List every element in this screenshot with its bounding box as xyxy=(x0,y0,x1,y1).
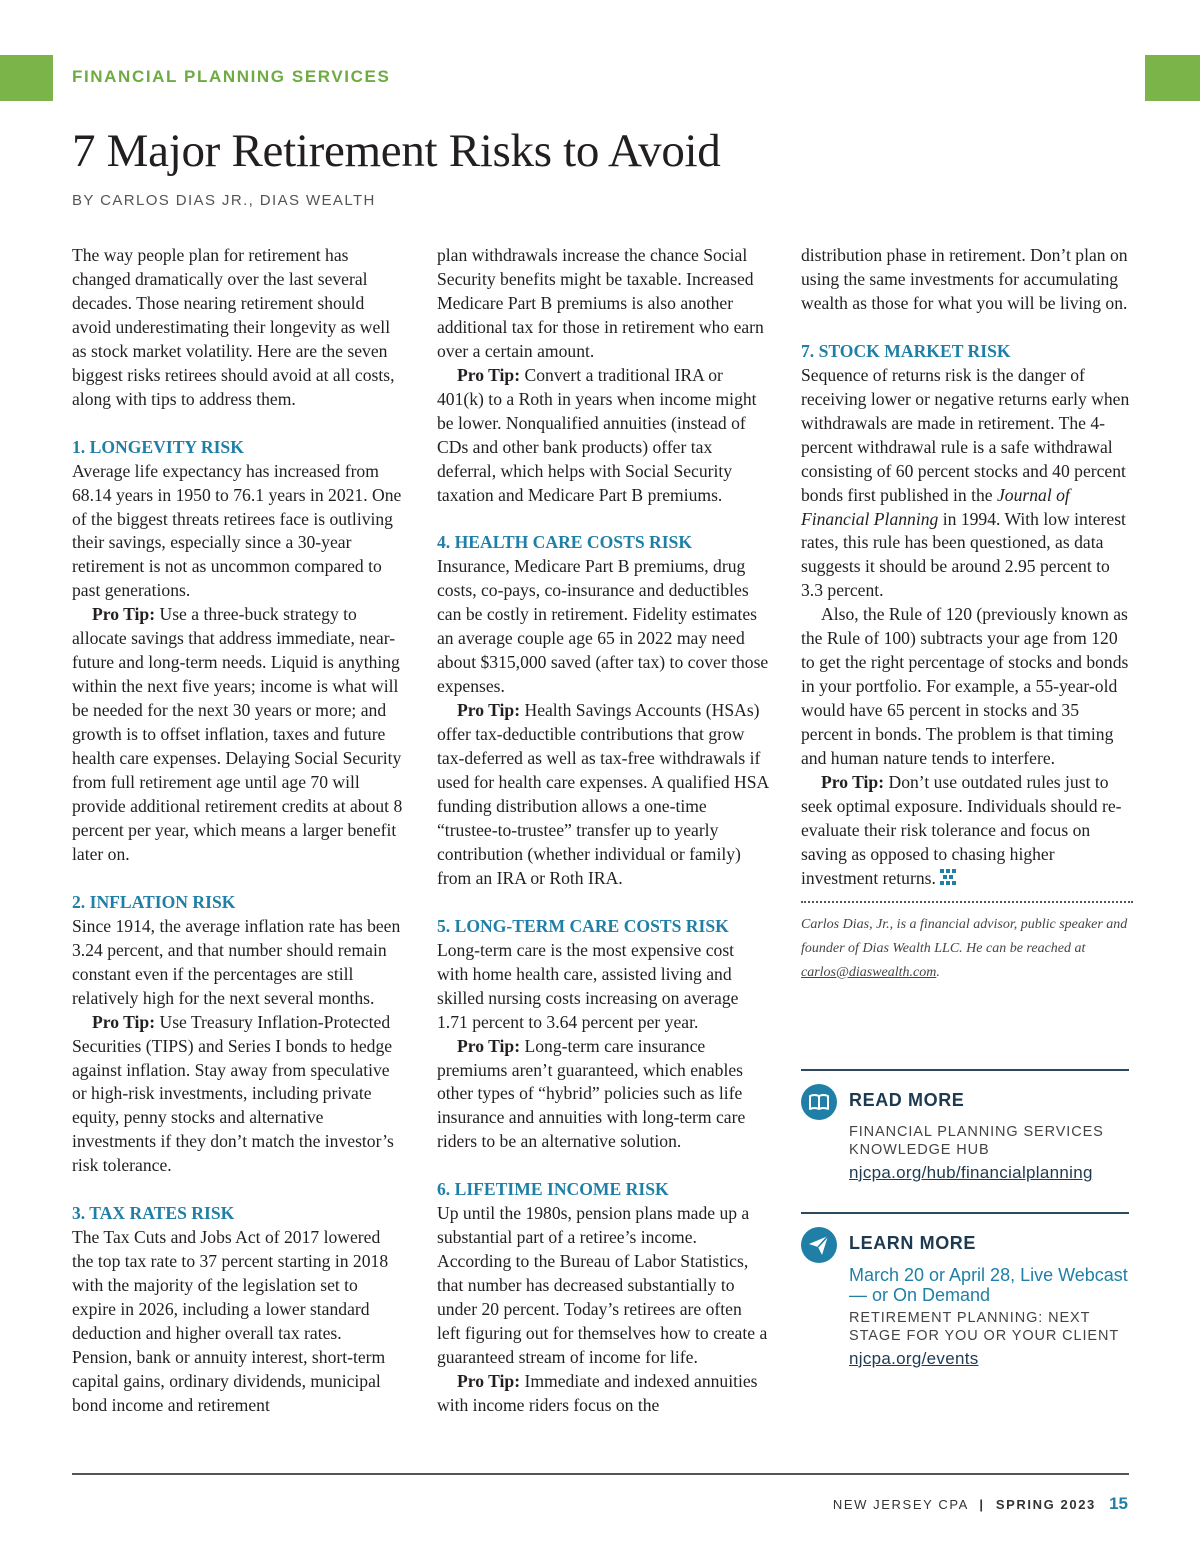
right-green-tab xyxy=(1145,55,1200,101)
heading-lifetime-income-risk: 6. LIFETIME INCOME RISK xyxy=(437,1179,669,1200)
publication-name: NEW JERSEY CPA xyxy=(832,1497,969,1512)
footer-rule xyxy=(72,1473,1129,1475)
learn-more-heading: LEARN MORE xyxy=(849,1233,976,1253)
inflation-tip-text: Use Treasury Inflation-Protected Securities (TIPS) and Series I bonds to hedge against inflation. Stay away from speculative or high-risk investments, including private equity, penny stocks and alternative investments if they don’t match the investor’s risk tolerance. xyxy=(72,1011,394,1176)
longevity-pro-tip xyxy=(72,603,404,866)
pro-tip-label: Pro Tip: xyxy=(457,700,521,721)
tax-pro-tip xyxy=(437,364,769,508)
stock-pro-tip xyxy=(801,771,1133,891)
column-2 xyxy=(437,244,769,1418)
tax-tip-text: Convert a traditional IRA or 401(k) to a Roth in years when income might be lower. Nonqualified annuities (instead of CDs and other bank products) offer tax deferral, which helps with Social Security taxation and Medicare Part B premiums. xyxy=(437,364,757,505)
column-1 xyxy=(72,244,404,1418)
income-tip-text: Immediate and indexed annuities with income riders focus on the xyxy=(437,1370,758,1415)
heading-long-term-care-costs-risk: 5. LONG-TERM CARE COSTS RISK xyxy=(437,915,729,936)
book-icon xyxy=(801,1084,837,1120)
pro-tip-label: Pro Tip: xyxy=(457,364,521,385)
journal-title: Journal of Financial Planning xyxy=(801,484,1070,529)
stock-body-b: in 1994. With low interest rates, this rule has been questioned, as data suggests it should be around 2.95 percent to 3.3 percent. xyxy=(801,508,1126,601)
article-title: 7 Major Retirement Risks to Avoid xyxy=(72,125,721,177)
paper-plane-icon xyxy=(801,1227,837,1263)
page-footer xyxy=(833,1494,1128,1514)
author-email-link[interactable]: carlos@diaswealth.com xyxy=(801,964,937,980)
section-kicker: FINANCIAL PLANNING SERVICES xyxy=(72,67,391,86)
dotted-divider xyxy=(801,901,1133,903)
byline: BY CARLOS DIAS JR., DIAS WEALTH xyxy=(72,192,376,209)
bio-text: Carlos Dias, Jr., is a financial advisor, public speaker and founder of Dias Wealth LLC. He can be reached at xyxy=(801,916,1128,956)
learn-more-subtitle: RETIREMENT PLANNING: NEXT STAGE FOR YOU OR YOUR CLIENT xyxy=(849,1310,1120,1344)
income-body: Up until the 1980s, pension plans made up a substantial part of a retiree’s income. According to the Bureau of Labor Statistics, that number has decreased substantially to under 20 percent. Today’s retirees are often left figuring out for themselves how to create a guaranteed stream of income for life. xyxy=(437,1203,768,1367)
read-more-link[interactable]: njcpa.org/hub/financialplanning xyxy=(849,1163,1093,1182)
health-pro-tip xyxy=(437,699,769,891)
read-more-box xyxy=(801,1069,1129,1201)
ltc-pro-tip xyxy=(437,1035,769,1155)
longevity-body: Average life expectancy has increased from 68.14 years in 1950 to 76.1 years in 2021. One of the biggest threats retirees face is outliving their savings, especially since a 30-year retirement is not as uncommon compared to past generations. xyxy=(72,460,402,601)
learn-more-box xyxy=(801,1212,1129,1379)
read-more-heading: READ MORE xyxy=(849,1090,965,1110)
heading-inflation-risk: 2. INFLATION RISK xyxy=(72,891,236,912)
pro-tip-label: Pro Tip: xyxy=(457,1370,521,1391)
issue-name: SPRING 2023 xyxy=(995,1497,1096,1512)
learn-more-link[interactable]: njcpa.org/events xyxy=(849,1349,979,1368)
stock-tip-text: Don’t use outdated rules just to seek optimal exposure. Individuals should re-evaluate their risk tolerance and focus on saving as opposed to chasing higher investment returns. xyxy=(801,772,1122,888)
stock-body-a: Sequence of returns risk is the danger of receiving lower or negative returns early when withdrawals are made in retirement. The 4-percent withdrawal rule is a safe withdrawal consisting of 60 percent stocks and 40 percent bonds first published in the xyxy=(801,364,1130,505)
income-pro-tip xyxy=(437,1370,769,1418)
intro-paragraph: The way people plan for retirement has changed dramatically over the last several decades. Those nearing retirement should avoid underestimating their longevity as well as stock market volatility. Here are the seven biggest risks retirees should avoid at all costs, along with tips to address them. xyxy=(72,245,395,409)
heading-stock-market-risk: 7. STOCK MARKET RISK xyxy=(801,340,1011,361)
learn-more-dates: March 20 or April 28, Live Webcast — or On Demand xyxy=(849,1265,1128,1305)
ltc-tip-text: Long-term care insurance premiums aren’t guaranteed, which enables other types of “hybrid” policies such as life insurance and annuities with long-term care riders to be an alternative solution. xyxy=(437,1035,746,1152)
read-more-subtitle: FINANCIAL PLANNING SERVICES KNOWLEDGE HUB xyxy=(849,1124,1104,1158)
pro-tip-label: Pro Tip: xyxy=(92,604,156,625)
inflation-pro-tip xyxy=(72,1011,404,1179)
pro-tip-label: Pro Tip: xyxy=(821,772,885,793)
end-mark-icon xyxy=(940,869,956,885)
heading-longevity-risk: 1. LONGEVITY RISK xyxy=(72,436,244,457)
column-3 xyxy=(801,244,1133,985)
stock-body xyxy=(801,364,1133,604)
tax-body: The Tax Cuts and Jobs Act of 2017 lowered the top tax rate to 37 percent starting in 2018 with the majority of the legislation set to expire in 2026, including a lower standard deduction and higher overall tax rates. Pension, bank or annuity interest, short-term capital gains, ordinary dividends, municipal bond income and retirement xyxy=(72,1227,389,1415)
pro-tip-label: Pro Tip: xyxy=(457,1035,521,1056)
health-body: Insurance, Medicare Part B premiums, drug costs, co-pays, co-insurance and deductibles can be costly in retirement. Fidelity estimates an average couple age 65 in 2022 may need about $315,000 saved (after tax) to cover those expenses. xyxy=(437,556,769,697)
page-number: 15 xyxy=(1109,1494,1128,1513)
heading-tax-rates-risk: 3. TAX RATES RISK xyxy=(72,1203,235,1224)
bio-end: . xyxy=(936,964,940,980)
left-green-tab xyxy=(0,55,53,101)
heading-health-care-costs-risk: 4. HEALTH CARE COSTS RISK xyxy=(437,532,693,553)
health-tip-text: Health Savings Accounts (HSAs) offer tax-deductible contributions that grow tax-deferred as well as tax-free withdrawals if used for health care expenses. A qualified HSA funding distribution allows a one-time “trustee-to-trustee” transfer up to yearly contribution (whether individual or family) from an IRA or Roth IRA. xyxy=(437,700,769,888)
stock-body-2: Also, the Rule of 120 (previously known as the Rule of 100) subtracts your age from 120 to get the right percentage of stocks and bonds in your portfolio. For example, a 55-year-old would have 65 percent in stocks and 35 percent in bonds. The problem is that timing and human nature tends to interfere. xyxy=(801,604,1129,769)
ltc-body: Long-term care is the most expensive cost with home health care, assisted living and skilled nursing costs increasing on average 1.71 percent to 3.64 percent per year. xyxy=(437,939,739,1032)
author-bio xyxy=(801,913,1133,985)
pro-tip-label: Pro Tip: xyxy=(92,1011,156,1032)
inflation-body: Since 1914, the average inflation rate has been 3.24 percent, and that number should remain constant even if the percentages are still relatively high for the next several months. xyxy=(72,915,401,1008)
tax-body-continued: plan withdrawals increase the chance Social Security benefits might be taxable. Increased Medicare Part B premiums is also another additional tax for those in retirement who earn over a certain amount. xyxy=(437,245,764,361)
income-tip-continued: distribution phase in retirement. Don’t plan on using the same investments for accumulating wealth as those for what you will be living on. xyxy=(801,245,1128,313)
footer-separator: | xyxy=(979,1497,985,1512)
longevity-tip-text: Use a three-buck strategy to allocate savings that address immediate, near-future and long-term needs. Liquid is anything within the next five years; income is what will be needed for the next 30 years or more; and growth is to offset inflation, taxes and future health care expenses. Delaying Social Security from full retirement age until age 70 will provide additional retirement credits at about 8 percent per year, which means a larger benefit later on. xyxy=(72,604,403,864)
